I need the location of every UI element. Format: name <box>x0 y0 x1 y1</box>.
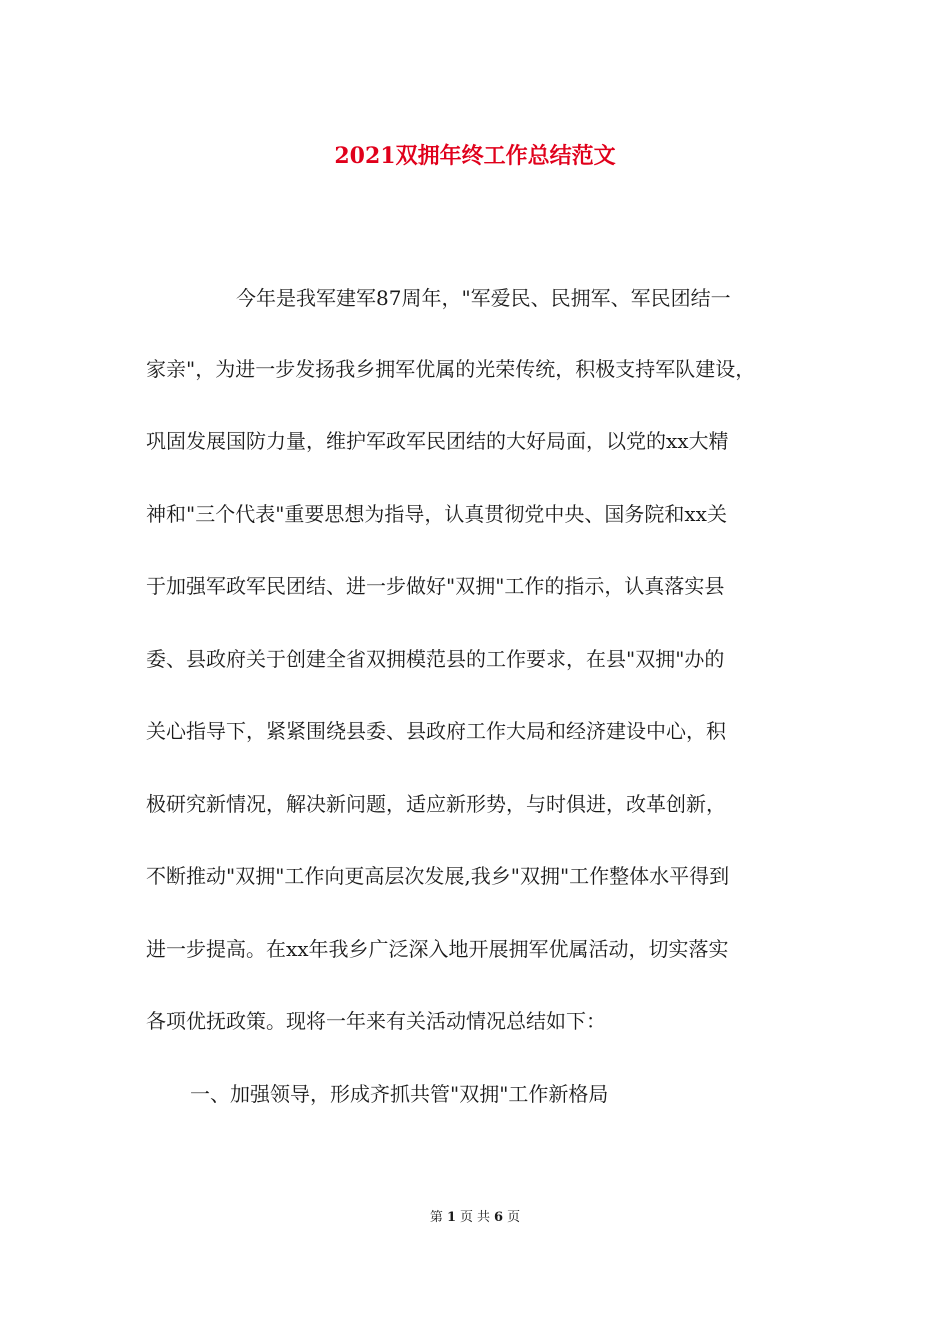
footer-total-prefix: 共 <box>477 1210 491 1225</box>
footer-prefix: 第 <box>429 1210 443 1225</box>
paragraph-line: 不断推动"双拥"工作向更高层次发展,我乡"双拥"工作整体水平得到 <box>146 864 730 888</box>
paragraph-line: 于加强军政军民团结、进一步做好"双拥"工作的指示，认真落实县 <box>146 574 725 598</box>
paragraph-line: 进一步提高。在xx年我乡广泛深入地开展拥军优属活动，切实落实 <box>146 937 729 961</box>
paragraph-line: 委、县政府关于创建全省双拥模范县的工作要求，在县"双拥"办的 <box>146 647 725 671</box>
section-heading: 一、加强领导，形成齐抓共管"双拥"工作新格局 <box>190 1082 609 1106</box>
page-footer <box>0 1208 950 1228</box>
paragraph-line: 关心指导下，紧紧围绕县委、县政府工作大局和经济建设中心，积 <box>146 719 726 743</box>
paragraph-line: 巩固发展国防力量，维护军政军民团结的大好局面，以党的xx大精 <box>146 429 729 453</box>
footer-page-number: 1 <box>446 1210 456 1225</box>
footer-total-pages: 6 <box>494 1210 504 1225</box>
paragraph-line: 今年是我军建军87周年，"军爱民、民拥军、军民团结一 <box>236 286 731 310</box>
footer-page-word: 页 <box>459 1210 473 1225</box>
paragraph-line: 家亲"，为进一步发扬我乡拥军优属的光荣传统，积极支持军队建设， <box>146 357 756 381</box>
footer-total-word: 页 <box>507 1210 521 1225</box>
paragraph-line: 神和"三个代表"重要思想为指导，认真贯彻党中央、国务院和xx关 <box>146 502 727 526</box>
paragraph-line: 各项优抚政策。现将一年来有关活动情况总结如下： <box>146 1009 606 1033</box>
document-title: 2021双拥年终工作总结范文 <box>334 143 616 169</box>
paragraph-line: 极研究新情况，解决新问题，适应新形势，与时俱进，改革创新， <box>146 792 726 816</box>
